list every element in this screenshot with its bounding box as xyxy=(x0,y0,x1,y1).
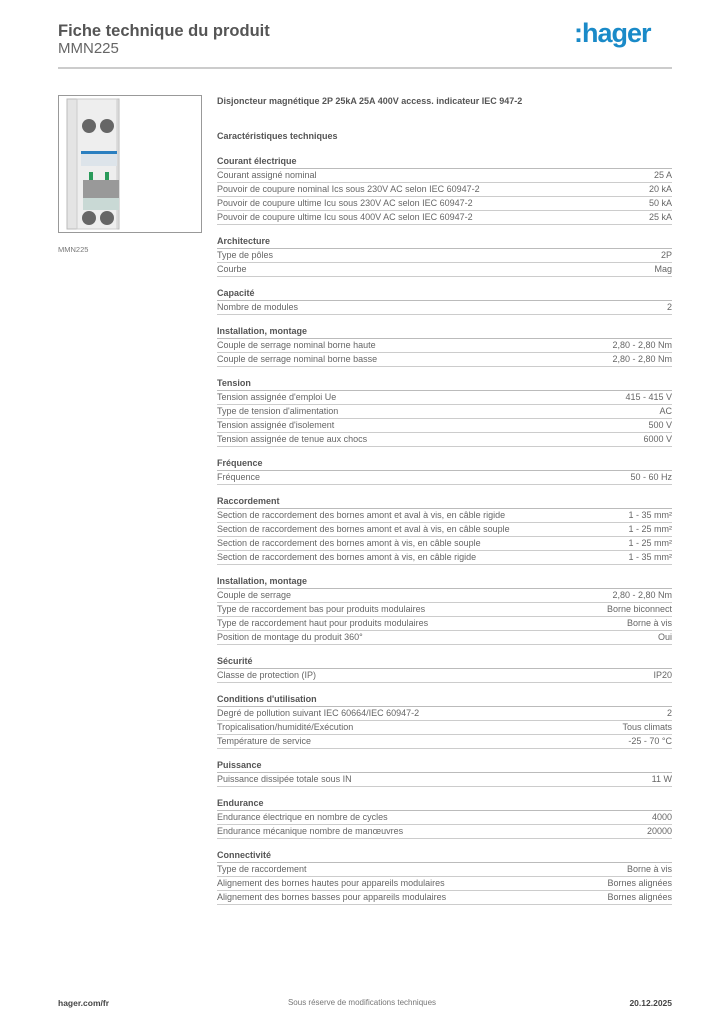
spec-row xyxy=(217,301,672,315)
spec-row xyxy=(217,353,672,367)
spec-label: Endurance mécanique nombre de manœuvres xyxy=(217,826,404,836)
spec-label: Section de raccordement des bornes amont et aval à vis, en câble rigide xyxy=(217,510,506,520)
spec-value: 50 kA xyxy=(648,198,672,208)
section-title: Connectivité xyxy=(217,849,672,863)
spec-value: Mag xyxy=(654,264,672,274)
spec-label: Tension assignée d'isolement xyxy=(217,420,335,430)
spec-label: Couple de serrage xyxy=(217,590,292,600)
spec-section xyxy=(217,495,672,565)
spec-row xyxy=(217,471,672,485)
spec-row xyxy=(217,249,672,263)
spec-row xyxy=(217,877,672,891)
spec-section xyxy=(217,235,672,277)
spec-section xyxy=(217,457,672,485)
page-title: Fiche technique du produit xyxy=(58,22,270,40)
spec-label: Position de montage du produit 360° xyxy=(217,632,363,642)
spec-row xyxy=(217,183,672,197)
spec-row xyxy=(217,773,672,787)
spec-value: AC xyxy=(659,406,672,416)
spec-section xyxy=(217,325,672,367)
spec-label: Couple de serrage nominal borne basse xyxy=(217,354,378,364)
spec-value: Borne à vis xyxy=(626,864,672,874)
footer-disclaimer: Sous réserve de modifications techniques xyxy=(287,998,437,1007)
hager-logo: :hager xyxy=(574,18,651,48)
spec-row xyxy=(217,405,672,419)
spec-row xyxy=(217,721,672,735)
spec-section xyxy=(217,693,672,749)
spec-label: Alignement des bornes basses pour appareils modulaires xyxy=(217,892,447,902)
spec-section xyxy=(217,575,672,645)
characteristics-title: Caractéristiques techniques xyxy=(217,131,338,141)
spec-label: Tension assignée de tenue aux chocs xyxy=(217,434,368,444)
spec-row xyxy=(217,197,672,211)
spec-label: Section de raccordement des bornes amont à vis, en câble souple xyxy=(217,538,481,548)
spec-label: Type de raccordement bas pour produits modulaires xyxy=(217,604,426,614)
spec-label: Fréquence xyxy=(217,472,261,482)
product-description: Disjoncteur magnétique 2P 25kA 25A 400V access. indicateur IEC 947-2 xyxy=(217,96,523,106)
spec-value: 1 - 35 mm² xyxy=(628,510,672,520)
section-title: Capacité xyxy=(217,287,672,301)
spec-label: Section de raccordement des bornes amont et aval à vis, en câble souple xyxy=(217,524,510,534)
specifications-table xyxy=(217,155,672,915)
spec-row xyxy=(217,811,672,825)
section-title: Conditions d'utilisation xyxy=(217,693,672,707)
spec-label: Degré de pollution suivant IEC 60664/IEC 60947-2 xyxy=(217,708,420,718)
spec-label: Pouvoir de coupure ultime Icu sous 400V AC selon IEC 60947-2 xyxy=(217,212,473,222)
spec-row xyxy=(217,391,672,405)
header-divider xyxy=(58,67,672,69)
image-caption: MMN225 xyxy=(58,245,89,254)
spec-value: 500 V xyxy=(648,420,672,430)
spec-row xyxy=(217,603,672,617)
spec-label: Classe de protection (IP) xyxy=(217,670,317,680)
spec-row xyxy=(217,825,672,839)
footer-date: 20.12.2025 xyxy=(629,998,672,1008)
spec-value: 1 - 25 mm² xyxy=(628,538,672,548)
section-title: Architecture xyxy=(217,235,672,249)
spec-row xyxy=(217,433,672,447)
spec-label: Pouvoir de coupure ultime Icu sous 230V AC selon IEC 60947-2 xyxy=(217,198,473,208)
spec-value: 2,80 - 2,80 Nm xyxy=(612,340,672,350)
spec-value: Oui xyxy=(657,632,672,642)
spec-value: 20 kA xyxy=(648,184,672,194)
section-title: Puissance xyxy=(217,759,672,773)
spec-label: Puissance dissipée totale sous IN xyxy=(217,774,352,784)
spec-row xyxy=(217,537,672,551)
spec-label: Température de service xyxy=(217,736,312,746)
section-title: Endurance xyxy=(217,797,672,811)
spec-value: 2,80 - 2,80 Nm xyxy=(612,590,672,600)
spec-row xyxy=(217,707,672,721)
section-title: Installation, montage xyxy=(217,575,672,589)
spec-section xyxy=(217,287,672,315)
spec-value: Borne biconnect xyxy=(606,604,672,614)
spec-section xyxy=(217,377,672,447)
spec-label: Type de pôles xyxy=(217,250,274,260)
spec-section xyxy=(217,849,672,905)
spec-label: Type de raccordement xyxy=(217,864,307,874)
spec-row xyxy=(217,509,672,523)
spec-value: Tous climats xyxy=(622,722,672,732)
spec-value: 11 W xyxy=(651,774,672,784)
spec-value: 6000 V xyxy=(643,434,672,444)
spec-row xyxy=(217,211,672,225)
spec-section xyxy=(217,155,672,225)
spec-value: 25 kA xyxy=(648,212,672,222)
spec-value: 2P xyxy=(660,250,672,260)
spec-label: Couple de serrage nominal borne haute xyxy=(217,340,376,350)
spec-row xyxy=(217,617,672,631)
spec-label: Section de raccordement des bornes amont à vis, en câble rigide xyxy=(217,552,477,562)
spec-section xyxy=(217,655,672,683)
spec-row xyxy=(217,551,672,565)
spec-row xyxy=(217,169,672,183)
spec-value: 20000 xyxy=(646,826,672,836)
spec-row xyxy=(217,589,672,603)
spec-row xyxy=(217,669,672,683)
product-image xyxy=(58,95,202,233)
section-title: Courant électrique xyxy=(217,155,672,169)
spec-section xyxy=(217,797,672,839)
spec-label: Alignement des bornes hautes pour appareils modulaires xyxy=(217,878,445,888)
spec-value: IP20 xyxy=(653,670,672,680)
spec-value: 4000 xyxy=(651,812,672,822)
spec-row xyxy=(217,419,672,433)
footer-website[interactable]: hager.com/fr xyxy=(58,998,110,1008)
spec-value: Borne à vis xyxy=(626,618,672,628)
spec-label: Type de tension d'alimentation xyxy=(217,406,339,416)
spec-label: Courant assigné nominal xyxy=(217,170,317,180)
product-reference: MMN225 xyxy=(58,40,119,57)
spec-value: 25 A xyxy=(653,170,672,180)
spec-value: 1 - 25 mm² xyxy=(628,524,672,534)
section-title: Raccordement xyxy=(217,495,672,509)
spec-value: Bornes alignées xyxy=(607,892,672,902)
spec-row xyxy=(217,891,672,905)
spec-row xyxy=(217,631,672,645)
spec-label: Pouvoir de coupure nominal Ics sous 230V AC selon IEC 60947-2 xyxy=(217,184,480,194)
spec-value: 2 xyxy=(666,708,672,718)
spec-row xyxy=(217,735,672,749)
spec-value: 2,80 - 2,80 Nm xyxy=(612,354,672,364)
section-title: Installation, montage xyxy=(217,325,672,339)
spec-row xyxy=(217,339,672,353)
section-title: Fréquence xyxy=(217,457,672,471)
spec-row xyxy=(217,863,672,877)
spec-value: 50 - 60 Hz xyxy=(630,472,672,482)
spec-row xyxy=(217,523,672,537)
spec-label: Tropicalisation/humidité/Exécution xyxy=(217,722,354,732)
spec-label: Endurance électrique en nombre de cycles xyxy=(217,812,388,822)
spec-label: Nombre de modules xyxy=(217,302,299,312)
spec-value: Bornes alignées xyxy=(607,878,672,888)
section-title: Sécurité xyxy=(217,655,672,669)
spec-section xyxy=(217,759,672,787)
spec-row xyxy=(217,263,672,277)
spec-value: 415 - 415 V xyxy=(625,392,672,402)
spec-value: 2 xyxy=(666,302,672,312)
spec-label: Tension assignée d'emploi Ue xyxy=(217,392,337,402)
spec-label: Courbe xyxy=(217,264,247,274)
spec-value: -25 - 70 °C xyxy=(628,736,672,746)
spec-label: Type de raccordement haut pour produits modulaires xyxy=(217,618,429,628)
section-title: Tension xyxy=(217,377,672,391)
spec-value: 1 - 35 mm² xyxy=(628,552,672,562)
